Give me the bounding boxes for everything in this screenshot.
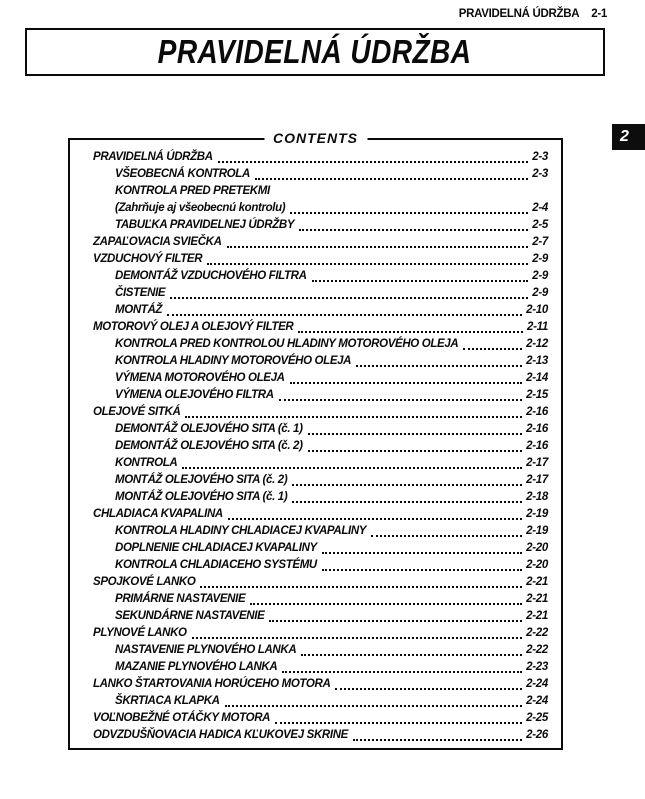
toc-entry-page: 2-24 [526, 695, 548, 707]
toc-entry-label: KONTROLA [115, 457, 178, 469]
dotted-leader [282, 671, 522, 673]
dotted-leader [192, 637, 523, 639]
running-header-title: PRAVIDELNÁ ÚDRŽBA [458, 8, 580, 20]
toc-entry [93, 217, 548, 234]
toc-entry-page: 2-11 [527, 321, 548, 333]
toc-entry-label: PRAVIDELNÁ ÚDRŽBA [93, 151, 213, 163]
dotted-leader [292, 484, 522, 486]
toc-entry-page: 2-10 [526, 304, 548, 316]
toc-entry [93, 404, 548, 421]
toc-entry-page: 2-3 [532, 151, 548, 163]
toc-entry-page: 2-19 [526, 508, 548, 520]
dotted-leader [290, 382, 523, 384]
toc-entry-page: 2-3 [532, 168, 548, 180]
toc-entry-page: 2-23 [526, 661, 548, 673]
toc-entry-label: KONTROLA PRED PRETEKMI [115, 185, 270, 197]
contents-heading: CONTENTS [264, 130, 367, 146]
chapter-title: PRAVIDELNÁ ÚDRŽBA [158, 33, 472, 70]
toc-entry-page: 2-9 [532, 287, 548, 299]
toc-entry [93, 642, 548, 659]
toc-entry [93, 353, 548, 370]
dotted-leader [322, 569, 522, 571]
toc-entry [93, 608, 548, 625]
toc-entry [93, 472, 548, 489]
dotted-leader [353, 739, 522, 741]
toc-entry-page: 2-16 [526, 406, 548, 418]
toc-entry [93, 438, 548, 455]
toc-entry [93, 234, 548, 251]
dotted-leader [275, 722, 522, 724]
section-tab-number: 2 [620, 128, 629, 145]
toc-entry-page: 2-17 [526, 457, 548, 469]
toc-entry-page: 2-21 [526, 610, 548, 622]
toc-entry [93, 659, 548, 676]
toc-entry [93, 574, 548, 591]
toc-entry [93, 370, 548, 387]
toc-entry [93, 149, 548, 166]
dotted-leader [227, 246, 529, 248]
toc-entry [93, 302, 548, 319]
dotted-leader [218, 161, 529, 163]
toc-entry-page: 2-22 [526, 627, 548, 639]
dotted-leader [207, 263, 528, 265]
table-of-contents [70, 140, 561, 744]
toc-entry [93, 200, 548, 217]
dotted-leader [228, 518, 522, 520]
toc-entry-label: KONTROLA HLADINY CHLADIACEJ KVAPALINY [115, 525, 367, 537]
dotted-leader [298, 331, 523, 333]
toc-entry-label: KONTROLA PRED KONTROLOU HLADINY MOTOROVÉHO OLEJA [115, 338, 459, 350]
dotted-leader [308, 450, 523, 452]
toc-entry-page: 2-26 [526, 729, 548, 741]
toc-entry-label: ČISTENIE [115, 287, 166, 299]
dotted-leader [463, 348, 522, 350]
dotted-leader [279, 399, 522, 401]
toc-entry-label: PRIMÁRNE NASTAVENIE [115, 593, 246, 605]
dotted-leader [255, 178, 528, 180]
dotted-leader [290, 212, 528, 214]
running-header-page-number: 2-1 [591, 8, 607, 20]
toc-entry-label: DEMONTÁŽ OLEJOVÉHO SITA (č. 1) [115, 423, 303, 435]
toc-entry [93, 268, 548, 285]
dotted-leader [167, 314, 522, 316]
toc-entry-label: MOTOROVÝ OLEJ A OLEJOVÝ FILTER [93, 321, 294, 333]
toc-entry [93, 183, 548, 200]
toc-entry [93, 727, 548, 744]
toc-entry [93, 693, 548, 710]
toc-entry-label: SEKUNDÁRNE NASTAVENIE [115, 610, 265, 622]
dotted-leader [356, 365, 522, 367]
toc-entry [93, 285, 548, 302]
toc-entry [93, 455, 548, 472]
dotted-leader [250, 603, 522, 605]
toc-entry-page: 2-20 [526, 559, 548, 571]
dotted-leader [371, 535, 522, 537]
toc-entry [93, 421, 548, 438]
toc-entry [93, 625, 548, 642]
toc-entry-label: ŠKRTIACA KLAPKA [115, 695, 220, 707]
dotted-leader [269, 620, 522, 622]
toc-entry-label: KONTROLA HLADINY MOTOROVÉHO OLEJA [115, 355, 352, 367]
toc-entry-page: 2-25 [526, 712, 548, 724]
toc-entry-page: 2-16 [526, 440, 548, 452]
toc-entry-label: DEMONTÁŽ VZDUCHOVÉHO FILTRA [115, 270, 307, 282]
dotted-leader [312, 280, 529, 282]
toc-entry-label: CHLADIACA KVAPALINA [93, 508, 223, 520]
toc-entry-label: KONTROLA CHLADIACEHO SYSTÉMU [115, 559, 317, 571]
section-tab [612, 124, 645, 150]
toc-entry-label: VÝMENA OLEJOVÉHO FILTRA [115, 389, 274, 401]
toc-entry-label: MONTÁŽ OLEJOVÉHO SITA (č. 2) [115, 474, 288, 486]
toc-entry-page: 2-15 [526, 389, 548, 401]
dotted-leader [292, 501, 522, 503]
toc-entry [93, 506, 548, 523]
toc-entry-label: VZDUCHOVÝ FILTER [93, 253, 203, 265]
toc-entry-label: MAZANIE PLYNOVÉHO LANKA [115, 661, 278, 673]
toc-entry-page: 2-18 [526, 491, 548, 503]
toc-entry-label: MONTÁŽ [115, 304, 163, 316]
toc-entry-label: LANKO ŠTARTOVANIA HORÚCEHO MOTORA [93, 678, 331, 690]
toc-entry-label: VOĽNOBEŽNÉ OTÁČKY MOTORA [93, 712, 271, 724]
toc-entry-label: ODVZDUŠŇOVACIA HADICA KĽUKOVEJ SKRINE [93, 729, 348, 741]
toc-entry-label: MONTÁŽ OLEJOVÉHO SITA (č. 1) [115, 491, 288, 503]
dotted-leader [170, 297, 528, 299]
dotted-leader [308, 433, 523, 435]
dotted-leader [322, 552, 522, 554]
toc-entry-label: ZAPAĽOVACIA SVIEČKA [93, 236, 222, 248]
toc-entry [93, 387, 548, 404]
toc-entry-page: 2-9 [532, 253, 548, 265]
toc-entry [93, 676, 548, 693]
toc-entry-page: 2-22 [526, 644, 548, 656]
toc-entry-page: 2-4 [532, 202, 548, 214]
dotted-leader [301, 654, 522, 656]
toc-entry [93, 166, 548, 183]
toc-entry [93, 251, 548, 268]
toc-entry-page: 2-14 [526, 372, 548, 384]
toc-entry-label: SPOJKOVÉ LANKO [93, 576, 196, 588]
toc-entry-page: 2-16 [526, 423, 548, 435]
toc-entry [93, 591, 548, 608]
toc-entry-page: 2-24 [526, 678, 548, 690]
toc-entry [93, 489, 548, 506]
dotted-leader [200, 586, 522, 588]
toc-entry [93, 710, 548, 727]
toc-entry-label: DEMONTÁŽ OLEJOVÉHO SITA (č. 2) [115, 440, 303, 452]
contents-box [68, 130, 563, 750]
dotted-leader [225, 705, 523, 707]
toc-entry-page: 2-9 [532, 270, 548, 282]
dotted-leader [299, 229, 528, 231]
dotted-leader [182, 467, 522, 469]
toc-entry [93, 319, 548, 336]
toc-entry-label: VÝMENA MOTOROVÉHO OLEJA [115, 372, 285, 384]
toc-entry-page: 2-7 [532, 236, 548, 248]
toc-entry-page: 2-19 [526, 525, 548, 537]
toc-entry-label: VŠEOBECNÁ KONTROLA [115, 168, 250, 180]
toc-entry [93, 557, 548, 574]
toc-entry-label: PLYNOVÉ LANKO [93, 627, 187, 639]
toc-entry-page: 2-21 [526, 593, 548, 605]
chapter-title-box [25, 28, 605, 76]
toc-entry-label: (Zahrňuje aj všeobecnú kontrolu) [115, 202, 286, 214]
toc-entry [93, 336, 548, 353]
toc-entry-label: TABUĽKA PRAVIDELNEJ ÚDRŽBY [115, 219, 295, 231]
toc-entry-page: 2-13 [526, 355, 548, 367]
toc-entry-label: OLEJOVÉ SITKÁ [93, 406, 181, 418]
toc-entry-label: NASTAVENIE PLYNOVÉHO LANKA [115, 644, 297, 656]
toc-entry-page: 2-21 [526, 576, 548, 588]
toc-entry-page: 2-20 [526, 542, 548, 554]
toc-entry [93, 523, 548, 540]
dotted-leader [335, 688, 522, 690]
toc-entry [93, 540, 548, 557]
toc-entry-page: 2-17 [526, 474, 548, 486]
toc-entry-page: 2-12 [526, 338, 548, 350]
toc-entry-page: 2-5 [532, 219, 548, 231]
toc-entry-label: DOPLNENIE CHLADIACEJ KVAPALINY [115, 542, 317, 554]
running-header [459, 8, 607, 20]
dotted-leader [185, 416, 522, 418]
